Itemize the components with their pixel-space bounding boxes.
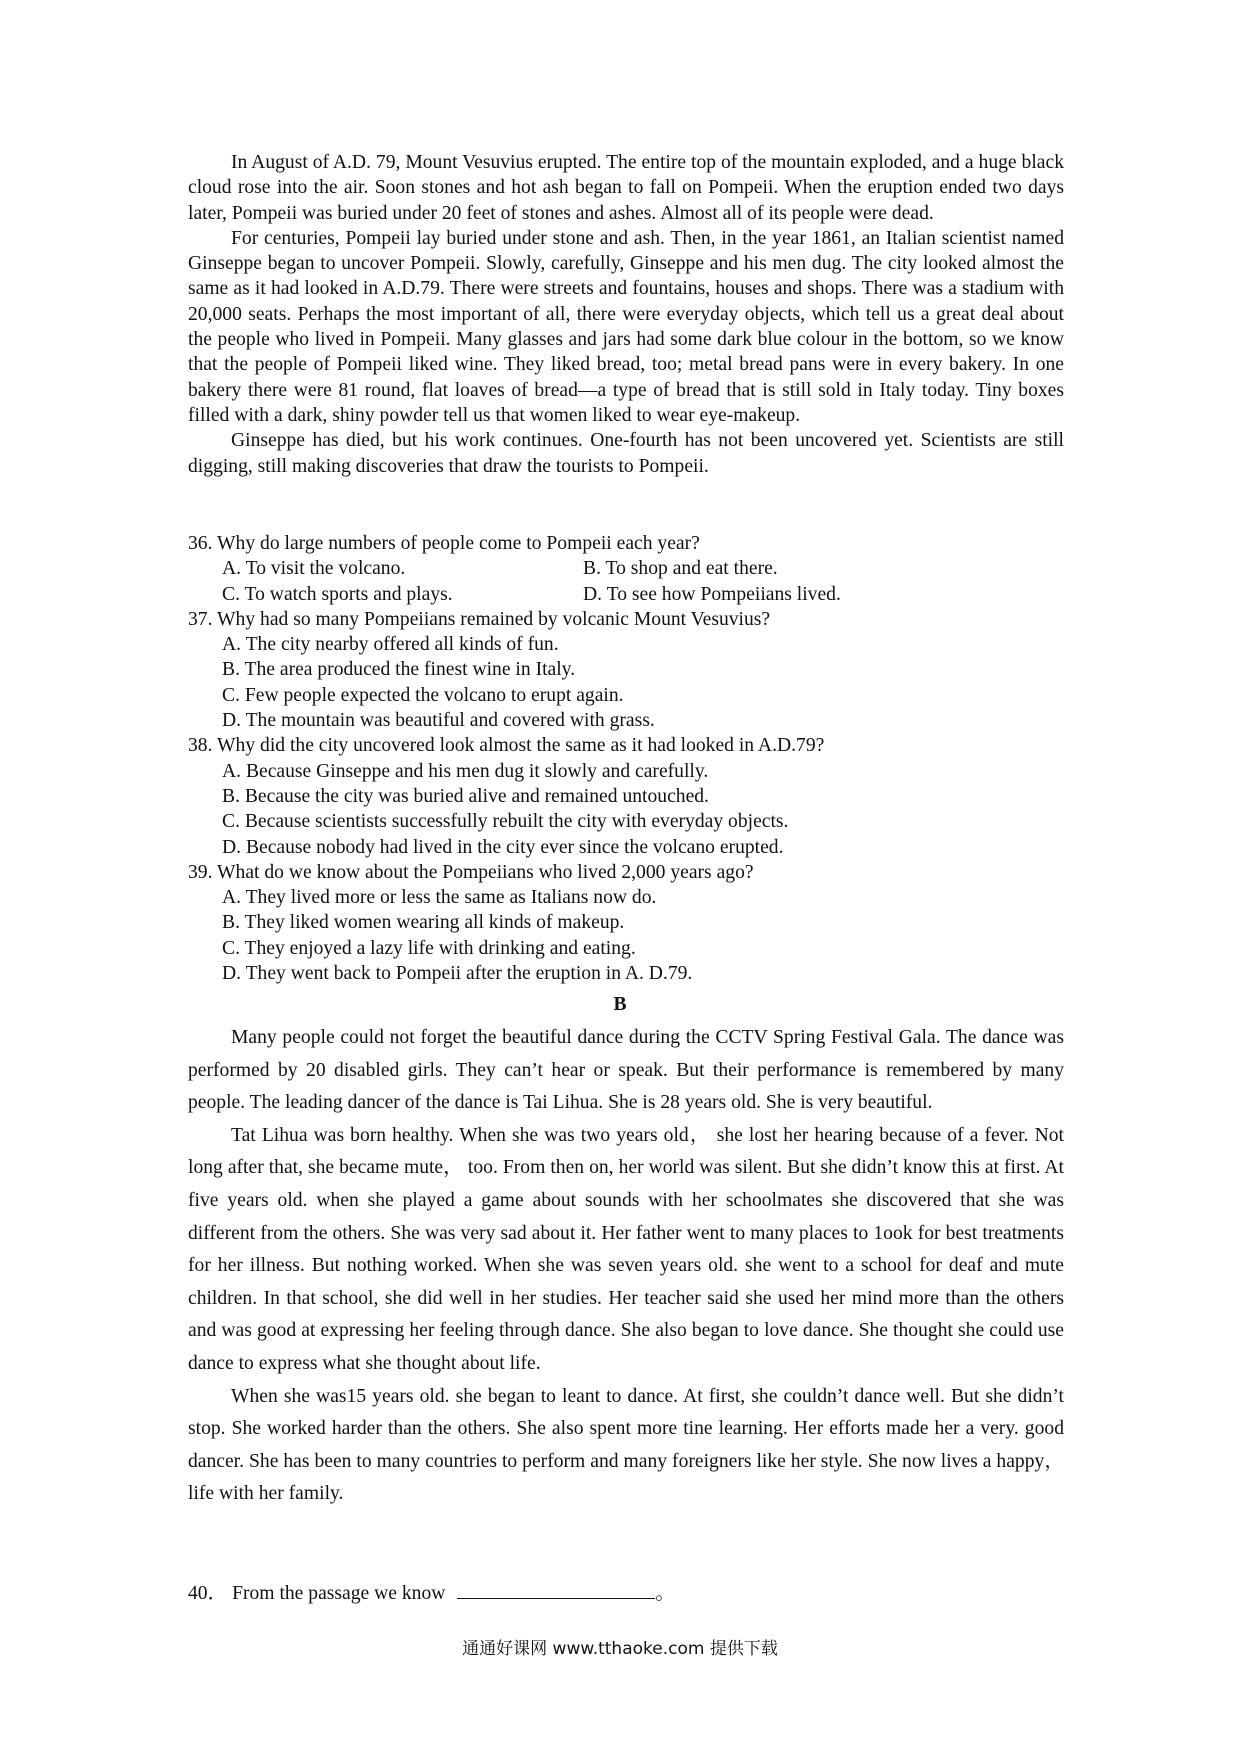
option-a: A. They lived more or less the same as Italians now do. (222, 887, 657, 909)
answer-blank[interactable] (457, 1578, 655, 1599)
option-c: C. To watch sports and plays. (222, 583, 453, 605)
option-b: B. To shop and eat there. (583, 558, 778, 580)
option-d: D. Because nobody had lived in the city ever since the volcano erupted. (222, 836, 784, 858)
page-footer: 通通好课网 www.tthaoke.com 提供下载 (462, 1639, 778, 1659)
section-b-heading: B (613, 994, 627, 1015)
question-36 (188, 531, 1064, 607)
option-a: A. To visit the volcano. (222, 558, 406, 580)
question-stem: 37. Why had so many Pompeiians remained by volcanic Mount Vesuvius? (188, 608, 771, 630)
passage-a-paragraph-3: Ginseppe has died, but his work continues. One-fourth has not been uncovered yet. Scientists are still digging, still making discoveries that draw the tourists to Pompeii. (188, 430, 1064, 477)
question-stem: 38. Why did the city uncovered look almost the same as it had looked in A.D.79? (188, 735, 825, 757)
option-a: A. The city nearby offered all kinds of fun. (222, 634, 559, 656)
option-b: B. They liked women wearing all kinds of makeup. (222, 912, 625, 934)
question-stem: 39. What do we know about the Pompeiians who lived 2,000 years ago? (188, 861, 754, 883)
question-list (188, 531, 1064, 986)
question-39 (188, 860, 1064, 986)
option-c: C. They enjoyed a lazy life with drinking and eating. (222, 937, 636, 959)
option-c: C. Because scientists successfully rebuilt the city with everyday objects. (222, 811, 789, 833)
option-d: D. The mountain was beautiful and covered with grass. (222, 710, 655, 732)
option-c: C. Few people expected the volcano to erupt again. (222, 684, 624, 706)
question-38 (188, 733, 1064, 859)
passage-b (188, 1022, 1064, 1511)
option-b: B. Because the city was buried alive and remained untouched. (222, 785, 709, 807)
option-b: B. The area produced the finest wine in Italy. (222, 659, 576, 681)
question-stem: 36. Why do large numbers of people come to Pompeii each year? (188, 533, 700, 554)
option-a: A. Because Ginseppe and his men dug it slowly and carefully. (222, 760, 709, 782)
question-37 (188, 607, 1064, 733)
option-d: D. To see how Pompeiians lived. (583, 583, 841, 605)
passage-b-paragraph-2: Tat Lihua was born healthy. When she was two years old， she lost her hearing because of a fever. Not long after that, she became mute， too. From then on, her world was silent. But she didn’t know this at first. At five years old. when she played a game about sounds with her schoolmates she discovered that she was different from the others. She was very sad about it. Her father went to many places to 1ook for best treatments for her illness. But nothing worked. When she was seven years old. she went to a school for deaf and mute children. In that school, she did well in her studies. Her teacher said she used her mind more than the others and was good at expressing her feeling through dance. She also began to love dance. She thought she could use dance to express what she thought about life. (188, 1124, 1064, 1374)
passage-b-paragraph-1: Many people could not forget the beautiful dance during the CCTV Spring Festival Gala. The dance was performed by 20 disabled girls. They can’t hear or speak. But their performance is remembered by many people. The leading dancer of the dance is Tai Lihua. She is 28 years old. She is very beautiful. (188, 1027, 1064, 1114)
passage-b-paragraph-3: When she was15 years old. she began to leant to dance. At first, she couldn’t dance well. But she didn’t stop. She worked harder than the others. She also spent more tine learning. Her efforts made her a very. good dancer. She has been to many countries to perform and many foreigners like her style. She now lives a happy， life with her family. (188, 1385, 1064, 1505)
question-40-stem: 40． From the passage we know (188, 1583, 446, 1604)
passage-a (188, 150, 1064, 479)
question-40-end: 。 (655, 1583, 675, 1604)
passage-a-paragraph-2: For centuries, Pompeii lay buried under stone and ash. Then, in the year 1861, an Italian scientist named Ginseppe began to uncover Pompeii. Slowly, carefully, Ginseppe and his men dug. The city looked almost the same as it had looked in A.D.79. There were streets and fountains, houses and shops. There was a stadium with 20,000 seats. Perhaps the most important of all, there were everyday objects, which tell us a great deal about the people who lived in Pompeii. Many glasses and jars had some dark blue colour in the bottom, so we know that the people of Pompeii liked wine. They liked bread, too; metal bread pans were in every bakery. In one bakery there were 81 round, flat loaves of bread—a type of bread that is still sold in Italy today. Tiny boxes filled with a dark, shiny powder tell us that women liked to wear eye-makeup. (188, 227, 1064, 426)
question-40 (188, 1578, 675, 1608)
option-d: D. They went back to Pompeii after the eruption in A. D.79. (222, 963, 693, 985)
passage-a-paragraph-1: In August of A.D. 79, Mount Vesuvius erupted. The entire top of the mountain exploded, and a huge black cloud rose into the air. Soon stones and hot ash began to fall on Pompeii. When the eruption ended two days later, Pompeii was buried under 20 feet of stones and ashes. Almost all of its people were dead. (188, 152, 1064, 224)
